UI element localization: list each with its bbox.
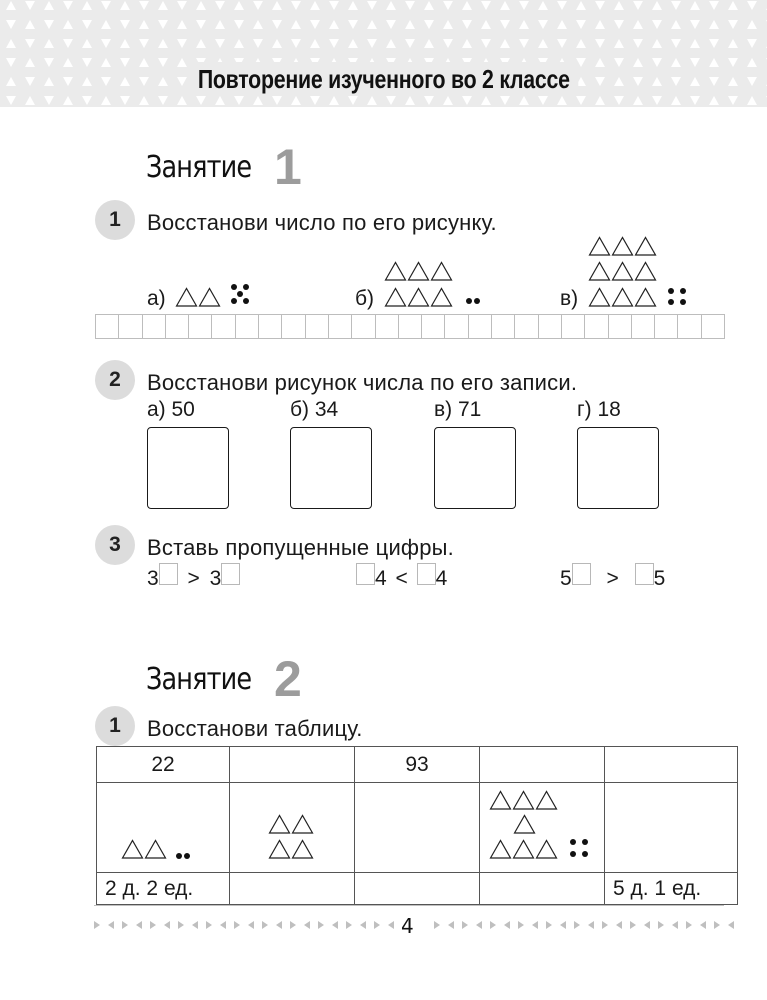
- triangle-icon: [489, 839, 512, 859]
- inequality-2: [356, 563, 447, 591]
- triangle-icon: [512, 790, 535, 810]
- grid-cell[interactable]: [632, 315, 655, 338]
- triangle-icon: [588, 287, 611, 307]
- footer-arrow-pattern-right: [434, 921, 734, 929]
- triangle-icon: [384, 261, 407, 281]
- grid-cell[interactable]: [259, 315, 282, 338]
- triangle-icon: [121, 839, 144, 859]
- triangle-icon: [634, 287, 657, 307]
- table-cell-picture[interactable]: [97, 783, 230, 873]
- dot-icon: [570, 839, 576, 845]
- table-cell[interactable]: [230, 873, 355, 905]
- lesson-2-title: [146, 651, 301, 707]
- task-instruction: Восстанови рисунок числа по его записи.: [147, 370, 578, 395]
- triangle-icon: [268, 839, 291, 859]
- triangle-icon: [489, 790, 512, 810]
- dot-icon: [176, 853, 182, 859]
- table-cell-picture[interactable]: [480, 783, 605, 873]
- dot-icon: [570, 851, 576, 857]
- inequality-1: [147, 563, 240, 591]
- digit-input-box[interactable]: [635, 563, 654, 585]
- grid-cell[interactable]: [469, 315, 492, 338]
- triangle-icon: [291, 814, 314, 834]
- grid-cell[interactable]: [422, 315, 445, 338]
- digit-input-box[interactable]: [356, 563, 375, 585]
- tens-triangles: [489, 839, 558, 859]
- task-number-badge: 2: [95, 360, 135, 400]
- tens-triangles: [384, 287, 453, 307]
- header-title: [0, 62, 767, 96]
- grid-cell[interactable]: [119, 315, 142, 338]
- dot-icon: [231, 298, 237, 304]
- drawing-box-g[interactable]: [577, 427, 659, 509]
- grid-cell[interactable]: [96, 315, 119, 338]
- triangle-icon: [588, 236, 611, 256]
- table-cell[interactable]: [605, 747, 738, 783]
- dot-icon: [474, 298, 480, 304]
- item-label: г) 18: [577, 398, 621, 421]
- tens-triangles: [384, 261, 453, 281]
- inequality-3: [560, 563, 665, 591]
- item-label: б) 34: [290, 398, 339, 421]
- grid-cell[interactable]: [678, 315, 701, 338]
- task-instruction: Восстанови число по его рисунку.: [147, 210, 497, 235]
- task-instruction: Вставь пропущенные цифры.: [147, 535, 454, 560]
- table-cell[interactable]: 2 д. 2 ед.: [97, 873, 230, 905]
- digit: 4: [435, 567, 448, 590]
- page-number: 4: [401, 914, 414, 938]
- triangle-icon: [407, 287, 430, 307]
- table-cell[interactable]: 93: [355, 747, 480, 783]
- item-label: а) 50: [147, 398, 195, 421]
- table-row-pictures: [97, 783, 738, 873]
- task-number-badge: 3: [95, 525, 135, 565]
- table-cell[interactable]: 5 д. 1 ед.: [605, 873, 738, 905]
- table-row-numbers: [97, 747, 738, 783]
- item-label: в) 71: [434, 398, 482, 421]
- grid-cell[interactable]: [306, 315, 329, 338]
- table-cell[interactable]: [355, 873, 480, 905]
- lesson-1-title: [146, 139, 301, 195]
- grid-cell[interactable]: [376, 315, 399, 338]
- task-number-badge: 1: [95, 706, 135, 746]
- triangle-icon: [291, 839, 314, 859]
- dot-icon: [680, 288, 686, 294]
- digit: 5: [560, 567, 572, 590]
- tens-triangles: [513, 814, 536, 834]
- triangle-icon: [634, 236, 657, 256]
- table-cell[interactable]: 22: [97, 747, 230, 783]
- answer-grid[interactable]: [95, 314, 725, 339]
- grid-cell[interactable]: [655, 315, 678, 338]
- dot-icon: [184, 853, 190, 859]
- dot-icon: [680, 299, 686, 305]
- dot-icon: [668, 299, 674, 305]
- tens-triangles: [588, 236, 657, 256]
- tens-triangles: [268, 839, 314, 859]
- item-label-v: в): [560, 287, 579, 310]
- grid-cell[interactable]: [352, 315, 375, 338]
- item-label-a: а): [147, 287, 166, 310]
- lesson-number: 2: [274, 651, 301, 707]
- item-label-b: б): [355, 287, 375, 310]
- grid-cell[interactable]: [445, 315, 468, 338]
- table-cell[interactable]: [480, 873, 605, 905]
- tens-triangles: [588, 287, 657, 307]
- grid-cell[interactable]: [515, 315, 538, 338]
- header-title-text: Повторение изученного во 2 классе: [189, 62, 577, 96]
- digit: 3: [209, 567, 222, 590]
- triangle-icon: [611, 261, 634, 281]
- digit: 3: [147, 567, 159, 590]
- triangle-icon: [175, 287, 198, 307]
- footer-divider: [94, 905, 724, 906]
- dot-icon: [231, 284, 237, 290]
- tens-triangles: [588, 261, 657, 281]
- triangle-icon: [535, 790, 558, 810]
- triangle-icon: [384, 287, 407, 307]
- grid-cell[interactable]: [539, 315, 562, 338]
- triangle-icon: [611, 287, 634, 307]
- lesson-number: 1: [274, 139, 301, 195]
- grid-cell[interactable]: [702, 315, 725, 338]
- footer-arrow-pattern-left: [94, 921, 394, 929]
- dot-icon: [243, 284, 249, 290]
- task-number-badge: 1: [95, 200, 135, 240]
- digit-input-box[interactable]: [221, 563, 240, 585]
- digit: 5: [653, 567, 666, 590]
- grid-cell[interactable]: [282, 315, 305, 338]
- table-cell-picture[interactable]: [230, 783, 355, 873]
- tens-triangles: [268, 814, 314, 834]
- table-cell[interactable]: [230, 747, 355, 783]
- triangle-icon: [268, 814, 291, 834]
- dot-icon: [668, 288, 674, 294]
- grid-cell[interactable]: [189, 315, 212, 338]
- triangle-icon: [512, 839, 535, 859]
- triangle-icon: [430, 287, 453, 307]
- table-cell-picture[interactable]: [605, 783, 738, 873]
- table-cell[interactable]: [480, 747, 605, 783]
- dot-icon: [582, 851, 588, 857]
- grid-cell[interactable]: [236, 315, 259, 338]
- grid-cell[interactable]: [492, 315, 515, 338]
- lesson-title-word: Занятие: [146, 662, 252, 697]
- operator: <: [395, 567, 408, 590]
- digit-input-box[interactable]: [417, 563, 436, 585]
- triangle-icon: [588, 261, 611, 281]
- triangle-icon: [535, 839, 558, 859]
- drawing-box-a[interactable]: [147, 427, 229, 509]
- grid-cell[interactable]: [166, 315, 189, 338]
- grid-cell[interactable]: [212, 315, 235, 338]
- grid-cell[interactable]: [399, 315, 422, 338]
- triangle-icon: [198, 287, 221, 307]
- grid-cell[interactable]: [562, 315, 585, 338]
- tens-triangles: [175, 287, 221, 307]
- dot-icon: [466, 298, 472, 304]
- lesson-title-word: Занятие: [146, 150, 252, 185]
- triangle-icon: [611, 236, 634, 256]
- drawing-box-v[interactable]: [434, 427, 516, 509]
- grid-cell[interactable]: [329, 315, 352, 338]
- restore-table: [96, 746, 738, 905]
- digit-input-box[interactable]: [159, 563, 178, 585]
- dot-icon: [237, 291, 243, 297]
- digit: 4: [375, 567, 387, 590]
- table-row-words: [97, 873, 738, 905]
- triangle-icon: [513, 814, 536, 834]
- grid-cell[interactable]: [609, 315, 632, 338]
- dot-icon: [582, 839, 588, 845]
- grid-cell[interactable]: [585, 315, 608, 338]
- tens-triangles: [121, 839, 167, 859]
- tens-triangles: [489, 790, 558, 810]
- task-instruction: Восстанови таблицу.: [147, 716, 363, 741]
- table-cell-picture[interactable]: [355, 783, 480, 873]
- operator: >: [606, 567, 619, 590]
- dot-icon: [243, 298, 249, 304]
- triangle-icon: [144, 839, 167, 859]
- triangle-icon: [407, 261, 430, 281]
- grid-cell[interactable]: [143, 315, 166, 338]
- drawing-box-b[interactable]: [290, 427, 372, 509]
- triangle-icon: [430, 261, 453, 281]
- digit-input-box[interactable]: [572, 563, 591, 585]
- triangle-icon: [634, 261, 657, 281]
- operator: >: [187, 567, 200, 590]
